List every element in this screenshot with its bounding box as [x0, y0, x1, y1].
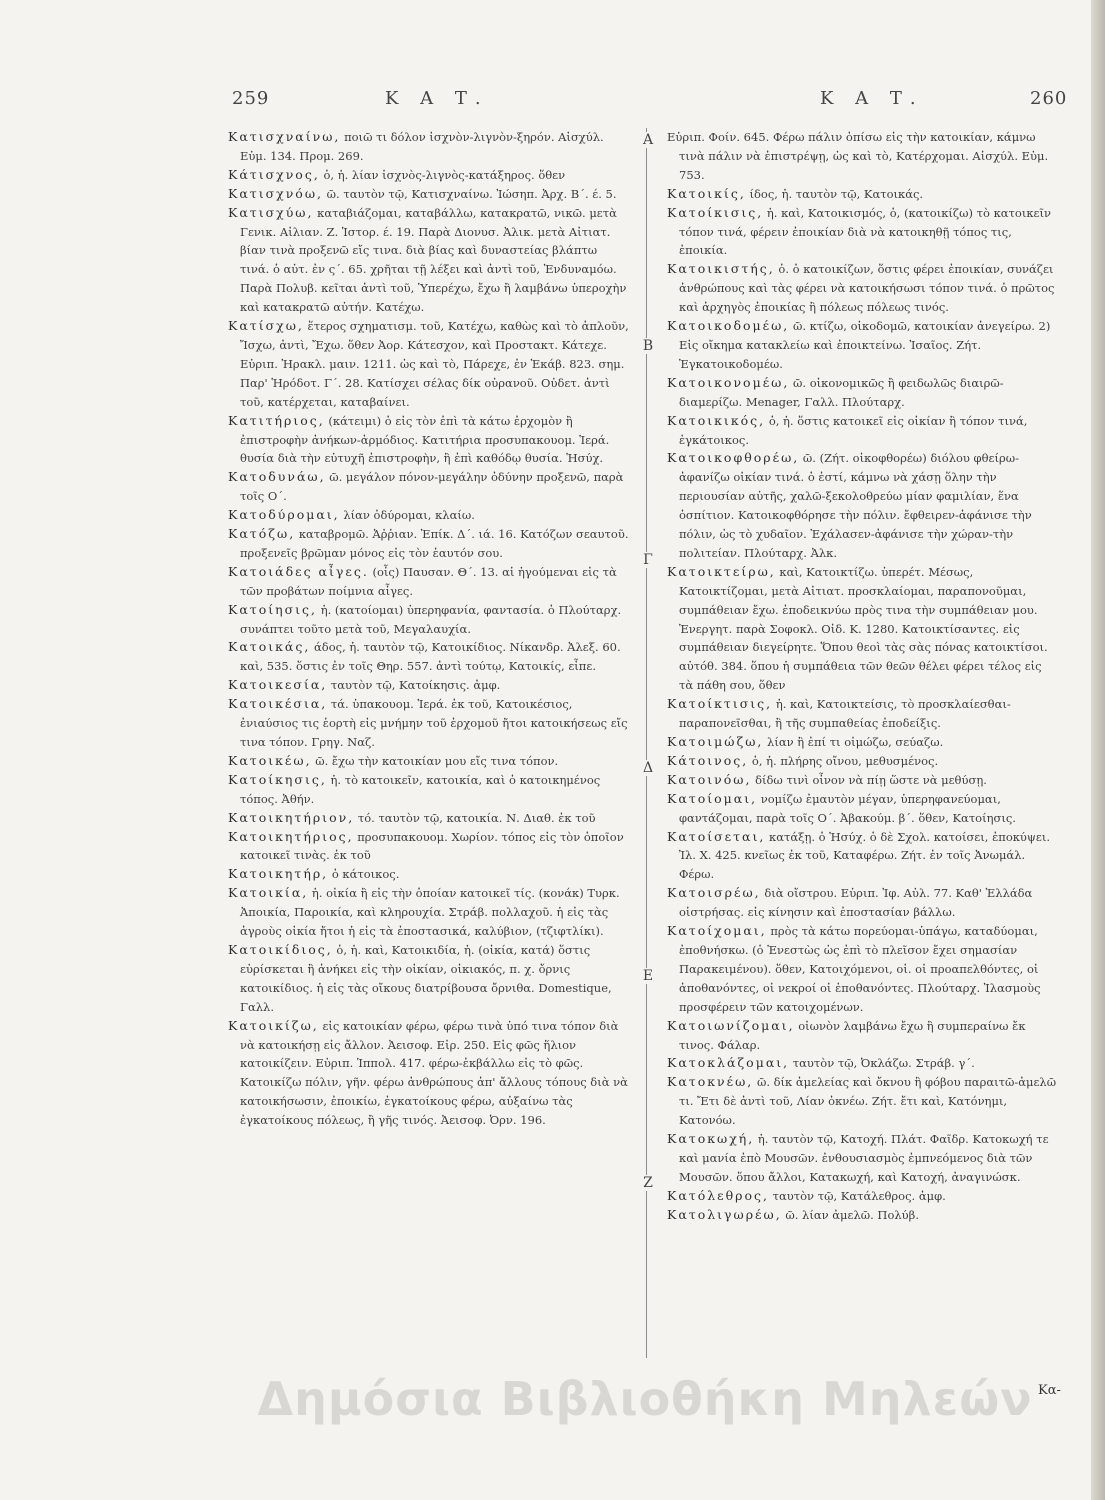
right-text-column — [667, 128, 1057, 1378]
entry-definition: καταβιάζομαι, καταβάλλω, κατακρατῶ, νικῶ. μετὰ Γενικ. Αἰλιαν. Ζ. Ἱστορ. έ. 19. Παρὰ Διονυσ. Ἀλικ. μετὰ Αἰτιατ. βίαν τινὰ προξενῶ εἴς τινα. διὰ βίας καὶ δυναστείας βλάπτω τινά. ὁ αὐτ. ἐν ς΄. 65. χρῆται τῇ λέξει καὶ ἀντὶ τοῦ, Ἐνδυναμόω. Παρὰ Πολυβ. κεῖται ἀντὶ τοῦ, Ὑπερέχω, ἔχω ἢ λαμβάνω ὑπεροχὴν καὶ κατακρατῶ αὐτήν. Κατέχω. — [240, 205, 627, 315]
entry-headword: Κατοδύρομαι, — [228, 507, 340, 523]
entry-headword: Κατοικικός, — [667, 412, 766, 428]
entry-definition: ταυτὸν τῷ, Κατάλεθρος. ἀμφ. — [772, 1188, 946, 1203]
entry-headword: Κατοκωχή, — [667, 1131, 755, 1147]
dictionary-entry — [228, 412, 630, 469]
entry-headword: Κατοικίζω, — [228, 1017, 319, 1033]
dictionary-entry — [228, 468, 630, 506]
section-letter-a: A — [642, 132, 654, 148]
entry-definition: ίδος, ἡ. ταυτὸν τῷ, Κατοικάς. — [749, 186, 924, 201]
dictionary-entry — [228, 884, 630, 941]
dictionary-entry — [667, 922, 1057, 1017]
dictionary-entry — [667, 771, 1057, 790]
section-letter-gamma: Γ — [641, 552, 655, 568]
dictionary-entry — [228, 865, 630, 884]
entry-definition: ὁ. ὁ κατοικίζων, ὅστις φέρει ἐποικίαν, συνάζει ἀνθρώπους καὶ τὰς φέρει νὰ κατοικήσωσι τόπον τινά. ὁ πρῶτος καὶ ἀρχηγὸς ἐποικίας ἢ πόλεως πόλεως τινός. — [679, 262, 1055, 315]
entry-definition: ἡ. οἰκία ἢ εἰς τὴν ὁποίαν κατοικεῖ τίς. (κονάκ) Τυρκ. Ἀποικία, Παροικία, καὶ κληρουχία. Στράβ. πολλαχοῦ. ἡ εἰς τὰς ἀγροὺς οἰκία ἤτοι ἡ εἰς τὰ ἐποστασικά, καλύβιον, (τζιφτλίκι). — [240, 886, 620, 939]
entry-definition: ἡ. τὸ κατοικεῖν, κατοικία, καὶ ὁ κατοικημένος τόπος. Ἀθήν. — [240, 772, 601, 806]
catchword: Κα- — [1038, 1383, 1061, 1398]
dictionary-entry — [228, 563, 630, 601]
dictionary-entry — [667, 884, 1057, 922]
dictionary-entry — [228, 771, 630, 809]
entry-definition: διὰ οἴστρου. Εὐριπ. Ἰφ. Αὐλ. 77. Καθ' Ἑλλάδα οἰστρήσας. εἰς κίνησιν καὶ ἐποστασίαν βάλλω. — [679, 886, 1033, 920]
entry-definition: ἡ. ταυτὸν τῷ, Κατοχή. Πλάτ. Φαῖδρ. Κατοκωχή τε καὶ μανία ἐπὸ Μουσῶν. ἐνθουσιασμὸς ἐμπνεόμενος διὰ τῶν Μουσῶν. ὅπου ἄλλοι, Κατακωχή, καὶ Κατοχή, ἀναγινώσκ. — [679, 1132, 1049, 1184]
entry-headword: Κατοίσεται, — [667, 828, 766, 844]
entry-headword: Κατόζω, — [228, 526, 296, 542]
dictionary-entry — [667, 790, 1057, 828]
entry-headword: Κατοίησις, — [228, 601, 318, 617]
dictionary-entry — [228, 809, 630, 828]
dictionary-entry — [667, 695, 1057, 733]
entry-headword: Κάτοινος, — [667, 752, 749, 768]
entry-definition: καταβρομῶ. Ἀῤῥιαν. Ἐπίκ. Δ΄. ιά. 16. Κατόζων σεαυτοῦ. προξενεῖς βρῶμαν μόνος εἰς τὸν ἑαυτόν σου. — [240, 527, 629, 560]
entry-definition: εἰς κατοικίαν φέρω, φέρω τινὰ ὑπό τινα τόπον διὰ νὰ κατοικήσῃ εἰς ἄλλον. Ἀεισοφ. Εἰρ. 250. Εἰς φῶς ἥλιον κατοικίζειν. Εὐριπ. Ἱππολ. 417. φέρω-ἐκβάλλω εἰς τὸ φῶς. Κατοικίζω πόλιν, γῆν. φέρω ἀνθρώπους ἀπ' ἄλλους τόπους διὰ νὰ κατοικήσωσιν, ἐποικίω, ἐγκατοίκους φέρω, αὐξαίνω τὰς ἐγκατοίκους πόλεως, ἢ γῆς τινός. Ἀεισοφ. Ὀρν. 196. — [240, 1018, 628, 1128]
entry-headword: Κατολιγωρέω, — [667, 1206, 782, 1222]
entry-headword: Κατοικητήρ, — [228, 866, 329, 882]
entry-definition: νομίζω ἐμαυτὸν μέγαν, ὑπερηφανεύομαι, φαντάζομαι, παρὰ τοῖς Ο΄. Ἀβακούμ. β΄. ὅθεν, Κατοίησις. — [679, 791, 1016, 825]
dictionary-entry — [228, 828, 630, 866]
section-letter-e: E — [642, 968, 654, 984]
entry-headword: Κατοικοφθορέω, — [667, 450, 800, 466]
entry-definition: (κάτειμι) ὁ εἰς τὸν ἐπὶ τὰ κάτω ἐρχομὸν ἢ ἐπιστροφὴν ἀνήκων-ἁρμόδιος. Κατιτήρια προσυπακουομ. Ἱερά. θυσία διὰ τὴν εὐτυχῆ ἐπιστροφὴν, ἢ ἐπὶ καθόδῳ θυσία. Ἡσύχ. — [240, 413, 610, 466]
entry-headword: Κατισχύω, — [228, 204, 314, 220]
entry-definition: λίαν ἢ ἐπί τι οἰμώζω, σεύαζω. — [767, 735, 944, 749]
entry-definition: ὁ, ἡ. λίαν ἰσχνὸς-λιγνὸς-κατάξηρος. ὅθεν — [323, 167, 566, 182]
section-letter-z: Z — [641, 1175, 655, 1191]
entry-headword: Κατοικητήριον, — [228, 809, 355, 825]
dictionary-entry — [667, 1017, 1057, 1055]
entry-headword: Κάτισχνος, — [228, 166, 320, 182]
entry-definition: ὁ, ἡ. καὶ, Κατοικιδία, ἡ. (οἰκία, κατά) ὅστις εὑρίσκεται ἢ ἀνήκει εἰς τὴν οἰκίαν, οἰκιακός, π. χ. ὄρνις κατοικίδιος. ἡ εἰς τὰς οἴκους διατρίβουσα ὄρνιθα. Domestique, Γαλλ. — [240, 942, 612, 1014]
dictionary-entry — [667, 563, 1057, 695]
left-running-head: Κ Α Τ. — [385, 88, 489, 109]
entry-headword: Κατοκνέω, — [667, 1074, 754, 1090]
entry-headword: Κατοικία, — [228, 885, 309, 901]
entry-definition: ὁ, ἡ. ὅστις κατοικεῖ εἰς οἰκίαν ἢ τόπον τινά, ἐγκάτοικος. — [679, 413, 1028, 447]
dictionary-entry — [667, 412, 1057, 450]
entry-definition: ὁ, ἡ. πλήρης οἴνου, μεθυσμένος. — [751, 753, 939, 768]
entry-definition: ἡ. καὶ, Κατοικτείσις, τὸ προσκλαίεσθαι-παραπονεῖσθαι, ἢ τῆς συμπαθείας ἐποδείξις. — [679, 697, 1011, 731]
column-divider — [646, 128, 647, 1358]
dictionary-entry — [228, 525, 630, 563]
entry-definition: ταυτὸν τῷ, Ὀκλάζω. Στράβ. γ΄. — [792, 1056, 975, 1071]
dictionary-entry — [667, 374, 1057, 412]
page-edge-shadow — [1091, 0, 1105, 1500]
dictionary-entry — [667, 733, 1057, 752]
entry-definition: ποιῶ τι δόλον ἰσχνὸν-λιγνὸν-ξηρόν. Αἰσχύλ. Εὐμ. 134. Προμ. 269. — [240, 130, 604, 163]
entry-definition: τά. ὑπακουομ. Ἱερά. ἐκ τοῦ, Κατοικέσιος, ἐνιαύσιος τις ἑορτὴ εἰς μνήμην τοῦ ἐρχομοῦ ἤτοι κατοικήσεως εἴς τινα τόπον. Γρηγ. Ναζ. — [240, 697, 628, 749]
dictionary-entry — [667, 185, 1057, 204]
entry-headword: Κατίσχω, — [228, 318, 304, 334]
entry-definition: προσυπακουομ. Χωρίον. τόπος εἰς τὸν ὁποῖον κατοικεῖ τινὰς. ἐκ τοῦ — [240, 829, 624, 863]
entry-definition: ῶ. μεγάλον πόνον-μεγάλην ὀδύνην προξενῶ, παρὰ τοῖς Ο΄. — [240, 470, 624, 504]
dictionary-entry — [667, 128, 1057, 185]
entry-headword: Κατοινόω, — [667, 771, 752, 787]
dictionary-entry — [667, 752, 1057, 771]
dictionary-entry — [228, 638, 630, 676]
entry-headword: Κατοικεσία, — [228, 677, 328, 693]
dictionary-entry — [228, 601, 630, 639]
left-page-number: 259 — [232, 88, 270, 109]
dictionary-entry — [667, 1073, 1057, 1130]
section-letter-delta: Δ — [642, 760, 654, 776]
dictionary-entry — [228, 752, 630, 771]
entry-definition: ῶ. ἔχω τὴν κατοικίαν μου εἴς τινα τόπον. — [315, 753, 559, 768]
entry-headword: Κατοικέω, — [228, 752, 312, 768]
entry-headword: Κατοίκησις, — [228, 771, 327, 787]
dictionary-entry — [667, 317, 1057, 374]
entry-headword: Κατοισρέω, — [667, 885, 761, 901]
entry-definition: ῶ. οἰκονομικῶς ἢ φειδωλῶς διαιρῶ-διαμερίζω. Menager, Γαλλ. Πλούταρχ. — [679, 375, 1004, 409]
entry-definition: τό. ταυτὸν τῷ, κατοικία. Ν. Διαθ. ἐκ τοῦ — [357, 810, 596, 825]
entry-definition: ῶ. (Ζήτ. οἰκοφθορέω) διόλου φθείρω-ἀφανίζω οἰκίαν τινά. ὁ ἐστί, κάμνω νὰ χάσῃ ὅλην τὴν περιουσίαν αὐτῆς, χαλῶ-ξεκολοθρεύω μίαν φαμιλίαν, ἕνα ὀσπίτιον. Κατοικοφθόρησε τὴν πόλιν. ἔφθειρεν-ἀφάνισε τὴν πόλιν, ὡς τὸ χυδαῖον. Ἐχάλασεν-ἀφάνισε τὴν χώραν-τὴν πολιτείαν. Πλούταρχ. Ἀλκ. — [679, 451, 1032, 560]
dictionary-entry — [667, 449, 1057, 562]
entry-headword: Κατοδυνάω, — [228, 469, 326, 485]
entry-headword: Κατοικίδιος, — [228, 941, 333, 957]
dictionary-entry — [667, 1054, 1057, 1073]
entry-definition: πρὸς τὰ κάτω πορεύομαι-ὑπάγω, καταδύομαι, ἐποθνήσκω. (ὁ Ἐνεστὼς ὡς ἐπὶ τὸ πλεῖσον ἔχει σημασίαν Παρακειμένου). ὅθεν, Κατοιχόμενοι, οἱ. οἱ προαπελθόντες, οἱ ἀποθανόντες, οἱ νεκροί οἱ ἐποθανόντες. Πλούταρχ. Ἰλασμοὺς προσφέρειν τῶν κατοιχομένων. — [679, 924, 1041, 1014]
right-running-head: Κ Α Τ. — [820, 88, 924, 109]
entry-definition: ταυτὸν τῷ, Κατοίκησις. ἀμφ. — [330, 678, 501, 693]
dictionary-entry — [667, 204, 1057, 261]
library-watermark: Δημόσια Βιβλιοθήκη Μηλεών — [257, 1372, 1033, 1426]
entry-definition: ὁ κάτοικος. — [331, 867, 400, 882]
dictionary-entry — [228, 941, 630, 1017]
entry-definition: άδος, ἡ. ταυτὸν τῷ, Κατοικίδιος. Νίκανδρ. Ἀλεξ. 60. καὶ, 535. ὅστις ἐν τοῖς Θηρ. 557. ἀντὶ τούτῳ, Κατοικίς, εἶπε. — [240, 640, 621, 674]
entry-headword: Κατοιάδες αἶγες. — [228, 563, 369, 579]
dictionary-entry — [667, 828, 1057, 885]
left-text-column — [228, 128, 630, 1378]
entry-definition: ῶ. κτίζω, οἰκοδομῶ, κατοικίαν ἀνεγείρω. 2) Εἰς οἴκημα κατακλείω καὶ ἐποικτείνω. Ἰσαῖος. Ζήτ. Ἐγκατοικοδομέω. — [679, 319, 1051, 371]
entry-headword: Κατοίκισις, — [667, 204, 764, 220]
entry-headword: Κατισχνόω, — [228, 185, 323, 201]
right-page-number: 260 — [1030, 88, 1068, 109]
dictionary-entry — [228, 506, 630, 525]
entry-headword: Κατοίομαι, — [667, 790, 758, 806]
dictionary-entry — [228, 317, 630, 412]
entry-headword: Κατοικητήριος, — [228, 828, 354, 844]
dictionary-entry — [667, 260, 1057, 317]
entry-definition: κατάξῃ. ὁ Ἡσύχ. ὁ δὲ Σχολ. κατοίσει, ἐποκύψει. Ἰλ. Χ. 425. κνεῖως ἐκ τοῦ, Καταφέρω. Ζήτ. ἐν τοῖς Ἀνωμάλ. Φέρω. — [679, 829, 1051, 882]
dictionary-entry — [667, 1187, 1057, 1206]
entry-headword: Κατοιωνίζομαι, — [667, 1017, 795, 1033]
entry-headword: Κατόλεθρος, — [667, 1187, 769, 1203]
entry-definition: ἕτερος σχηματισμ. τοῦ, Κατέχω, καθὼς καὶ τὸ ἁπλοῦν, Ἴσχω, ἀντὶ, Ἔχω. ὅθεν Ἀορ. Κάτεσχον, καὶ Προστακτ. Κάτεχε. Εὐριπ. Ἡρακλ. μαιν. 1211. ὡς καὶ τὸ, Πάρεχε, ἐν Ἑκάβ. 823. σημ. Παρ' Ἡρόδοτ. Γ΄. 28. Κατίσχει σέλας δίκ οὐρανοῦ. Οὐδετ. ἀντὶ τοῦ, κατέρχεται, καταβαίνει. — [240, 319, 629, 409]
entry-definition: ἡ. (κατοίομαι) ὑπερηφανία, φαντασία. ὁ Πλούταρχ. συνάπτει τοῦτο μετὰ τοῦ, Μεγαλαυχία. — [240, 602, 622, 636]
entry-headword: Κατοικίς, — [667, 185, 746, 201]
entry-headword: Κατοικτείρω, — [667, 563, 776, 579]
entry-headword: Κατοιμώζω, — [667, 734, 764, 749]
entry-definition: καὶ, Κατοικτίζω. ὑπερέτ. Μέσως, Κατοικτίζομαι, μετὰ Αἰτιατ. προσκλαίομαι, παραπονοῦμαι, συμπάθειαν ἔχω. ἐποδεικνύω πρὸς τινα τὴν συμπάθειαν μου. Ἐνεργητ. παρὰ Σοφοκλ. Οἰδ. Κ. 1280. Κατοικτίσαντες. εἰς συμπάθειαν διεγείρητε. Ὅπου θεοὶ τὰς σὰς πόνας κατοικτίσοι. αὐτόθ. 384. ὅπου ἡ συμπάθεια τῶν θεῶν θέλει φέρει τέλος εἰς τὰ πάθη σου, ὅθεν — [679, 564, 1048, 693]
entry-headword: Κατιτήριος, — [228, 412, 325, 428]
entry-headword: Κατοίκτισις, — [667, 696, 773, 712]
entry-definition: ῶ. δίκ ἀμελείας καὶ ὄκνου ἢ φόβου παραιτῶ-ἀμελῶ τι. Ἔτι δὲ ἀντὶ τοῦ, Λίαν ὀκνέω. Ζήτ. ἔτι καὶ, Κατόνημι, Κατονόω. — [679, 1075, 1057, 1128]
dictionary-entry — [228, 695, 630, 752]
dictionary-entry — [228, 128, 630, 166]
entry-definition: ῶ. λίαν ἀμελῶ. Πολύβ. — [785, 1207, 919, 1222]
dictionary-entry — [667, 1206, 1057, 1225]
dictionary-entry — [667, 1130, 1057, 1187]
entry-definition: λίαν ὀδύρομαι, κλαίω. — [343, 508, 475, 523]
entry-definition: (οἶς) Παυσαν. Θ΄. 13. αἱ ἡγούμεναι εἰς τὰ τῶν προβάτων ποίμνια αἶγες. — [240, 564, 617, 598]
entry-definition: δίδω τινὶ οἶνον νὰ πίῃ ὥστε νὰ μεθύσῃ. — [755, 772, 987, 787]
entry-definition: ῶ. ταυτὸν τῷ, Κατισχναίνω. Ἰώσηπ. Ἀρχ. Β΄. έ. 5. — [326, 186, 617, 201]
dictionary-entry — [228, 166, 630, 185]
entry-headword: Κατοικέσια, — [228, 696, 328, 712]
entry-headword: Κατοικονομέω, — [667, 374, 790, 390]
entry-definition: ἡ. καὶ, Κατοικισμός, ὁ, (κατοικίζω) τὸ κατοικεῖν τόπον τινά, φέρειν ἐποικίαν διὰ νὰ κατοικηθῇ τόπος τις, ἐποικία. — [679, 205, 1051, 258]
dictionary-entry — [228, 676, 630, 695]
dictionary-entry — [228, 204, 630, 317]
entry-headword: Κατοκλάζομαι, — [667, 1055, 790, 1071]
section-letter-b: B — [642, 338, 654, 354]
dictionary-entry — [228, 1017, 630, 1130]
entry-definition: Εὐριπ. Φοίν. 645. Φέρω πάλιν ὀπίσω εἰς τὴν κατοικίαν, κάμνω τινὰ πάλιν νὰ ἐπιστρέψῃ, ὡς καὶ τὸ, Κατέρχομαι. Αἰσχύλ. Εὐμ. 753. — [667, 130, 1049, 182]
entry-definition: οἰωνὸν λαμβάνω ἔχω ἢ συμπεραίνω ἔκ τινος. Φάλαρ. — [679, 1018, 1026, 1052]
entry-headword: Κατοικάς, — [228, 639, 311, 655]
entry-headword: Κατοικιστής, — [667, 261, 775, 277]
entry-headword: Κατοίχομαι, — [667, 923, 767, 939]
dictionary-entry — [228, 185, 630, 204]
entry-headword: Κατοικοδομέω, — [667, 318, 790, 334]
entry-headword: Κατισχναίνω, — [228, 129, 341, 144]
